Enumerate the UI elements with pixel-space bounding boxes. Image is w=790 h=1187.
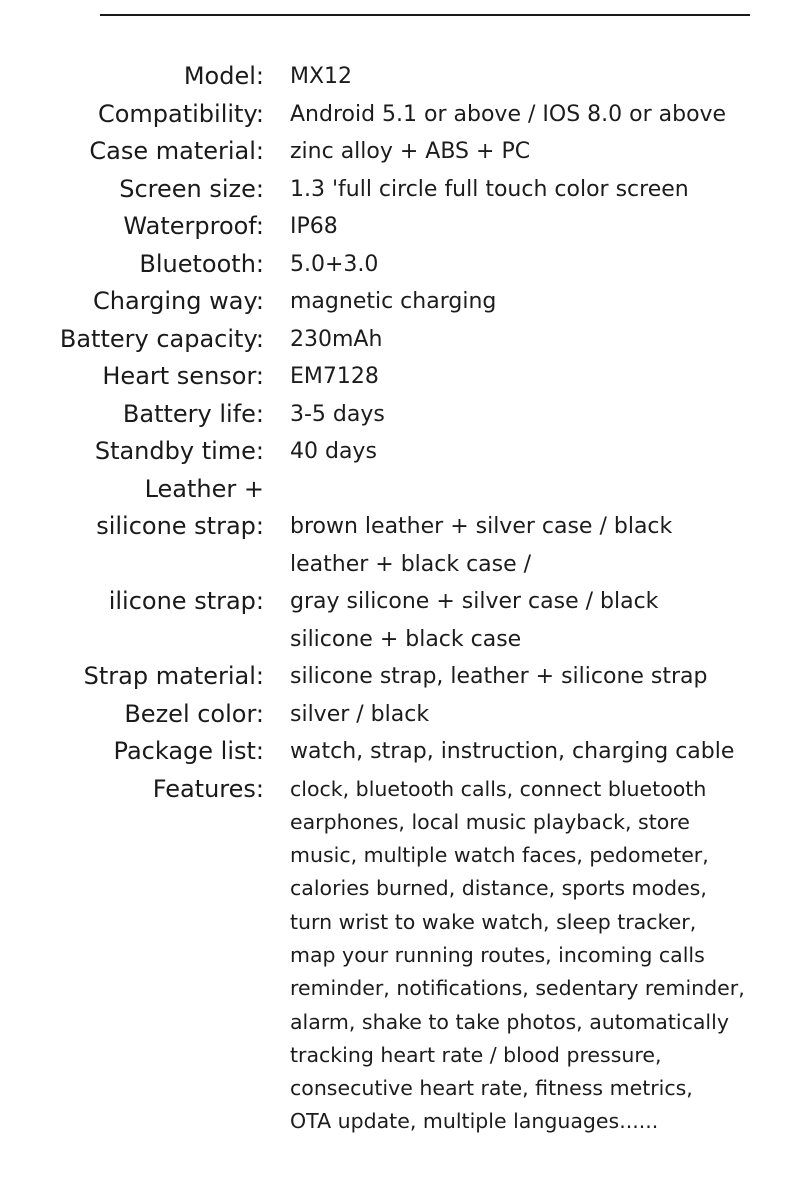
spec-label: Battery life: [122,399,264,428]
spec-row-heart-sensor [0,358,790,396]
spec-label: ilicone strap: [108,587,264,615]
spec-value: 3-5 days [290,401,385,427]
spec-row-compatibility [0,96,790,134]
spec-label: Waterproof: [123,212,264,240]
spec-value: zinc alloy + ABS + PC [290,139,531,164]
spec-row-standby-time [0,433,790,471]
spec-label: Leather + [144,474,264,503]
spec-value: gray silicone + silver case / black silicone + black case [290,589,659,652]
spec-value: EM7128 [290,364,379,389]
spec-label: Charging way: [93,287,264,315]
spec-row-leather-silicone-strap [0,508,790,583]
spec-row-model [0,58,790,96]
spec-label: Package list: [113,737,264,765]
spec-row-case-material [0,133,790,171]
spec-value: 5.0+3.0 [290,251,379,277]
spec-label: Screen size: [119,174,264,203]
spec-row-features [0,771,790,1139]
spec-value: 230mAh [290,326,383,352]
spec-value: silver / black [290,701,430,727]
spec-value: brown leather + silver case / black leather + black case / [290,514,673,577]
top-divider [100,14,750,16]
features-text: clock, bluetooth calls, connect bluetooth earphones, local music playback, store music, multiple watch faces, pedometer, calories burned, distance, sports modes, turn wrist to wake watch, sleep tracker, map your running routes, incoming calls reminder, notifications, sedentary reminder, alarm, shake to take photos, automatically tracking heart rate / blood pressure, consecutive heart rate, fitness metrics, OTA update, multiple languages...... [290,776,745,1134]
spec-row-leather-heading [0,471,790,509]
spec-label: Standby time: [94,437,264,465]
spec-value: watch, strap, instruction, charging cable [290,739,735,764]
spec-label: silicone strap: [96,512,264,540]
spec-value: 1.3 'full circle full touch color screen [290,176,689,202]
spec-table [0,58,790,1139]
spec-row-strap-material [0,658,790,696]
spec-label: Strap material: [83,662,264,690]
spec-label: Compatibility: [97,99,264,128]
spec-label: Bezel color: [124,699,264,728]
spec-label: Heart sensor: [102,362,264,390]
spec-row-screen-size [0,171,790,209]
spec-row-package-list [0,733,790,771]
spec-value: silicone strap, leather + silicone strap [290,664,708,689]
spec-label: Bluetooth: [139,249,264,278]
spec-row-bezel-color [0,696,790,734]
spec-label: Model: [183,62,264,90]
spec-row-silicone-strap [0,583,790,658]
spec-row-bluetooth [0,246,790,284]
spec-value: magnetic charging [290,289,497,314]
spec-label: Battery capacity: [59,324,264,353]
spec-value: 40 days [290,439,377,464]
spec-value: IP68 [290,214,338,239]
spec-row-waterproof [0,208,790,246]
spec-row-charging-way [0,283,790,321]
spec-value: MX12 [290,64,353,89]
spec-row-battery-life [0,396,790,434]
spec-row-battery-capacity [0,321,790,359]
spec-value: Android 5.1 or above / IOS 8.0 or above [290,101,727,127]
spec-label: Case material: [89,137,264,165]
spec-label: Features: [152,774,264,803]
